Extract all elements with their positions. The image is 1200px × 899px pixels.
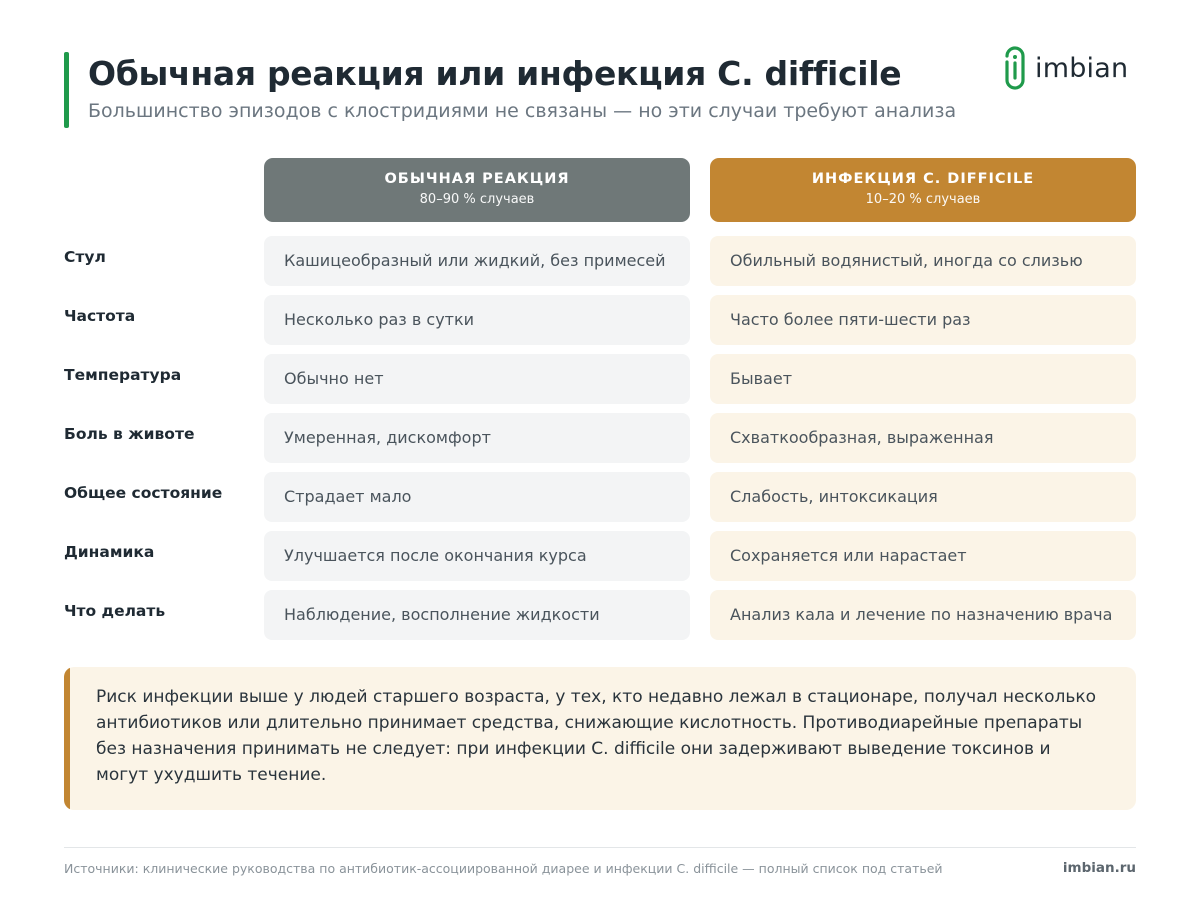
page-header [64,52,1136,128]
table-cell-cdiff: Схваткообразная, выраженная [710,413,1136,463]
row-label: Частота [64,307,136,325]
brand-name: imbian [1035,52,1129,84]
footer-site-link[interactable]: imbian.ru [1062,860,1136,876]
column-title-normal: ОБЫЧНАЯ РЕАКЦИЯ [384,171,570,187]
table-cell-normal: Умеренная, дискомфорт [264,413,690,463]
table-cell-cdiff: Слабость, интоксикация [710,472,1136,522]
row-label: Динамика [64,543,155,561]
column-title-cdiff: ИНФЕКЦИЯ C. DIFFICILE [811,171,1035,187]
column-header-cdiff [710,158,1136,222]
row-label: Общее состояние [64,484,223,502]
table-cell-normal: Улучшается после окончания курса [264,531,690,581]
table-cell-normal: Несколько раз в сутки [264,295,690,345]
footer-divider [64,847,1136,848]
row-label: Что делать [64,602,166,620]
table-cell-normal: Обычно нет [264,354,690,404]
table-cell-cdiff: Часто более пяти-шести раз [710,295,1136,345]
table-cell-cdiff: Бывает [710,354,1136,404]
table-cell-cdiff: Сохраняется или нарастает [710,531,1136,581]
table-cell-normal: Наблюдение, восполнение жидкости [264,590,690,640]
column-share-cdiff: 10–20 % случаев [865,192,981,207]
imbian-logo-icon [1003,46,1027,90]
row-label: Боль в животе [64,425,195,443]
footer-sources: Источники: клинические руководства по антибиотик-ассоциированной диарее и инфекции C. difficile — полный список под статьей [64,861,943,876]
row-label: Температура [64,366,182,384]
table-cell-normal: Кашицеобразный или жидкий, без примесей [264,236,690,286]
table-cell-cdiff: Обильный водянистый, иногда со слизью [710,236,1136,286]
note-accent-bar [64,667,70,810]
header-accent-bar [64,52,69,128]
page-title: Обычная реакция или инфекция C. difficile [88,54,902,93]
column-share-normal: 80–90 % случаев [419,192,535,207]
table-cell-cdiff: Анализ кала и лечение по назначению врача [710,590,1136,640]
brand-logo[interactable] [1003,45,1128,91]
note-text: Риск инфекции выше у людей старшего возраста, у тех, кто недавно лежал в стационаре, получал несколько антибиотиков или длительно принимает средства, снижающие кислотность. Противодиарейные препараты без назначения принимать не следует: при инфекции C. difficile они задерживают выведение токсинов и могут ухудшить течение. [96,687,1097,785]
page-subtitle: Большинство эпизодов с клостридиями не связаны — но эти случаи требуют анализа [88,100,957,122]
table-cell-normal: Страдает мало [264,472,690,522]
risk-note [64,667,1136,810]
column-header-normal [264,158,690,222]
row-label: Стул [64,248,106,266]
